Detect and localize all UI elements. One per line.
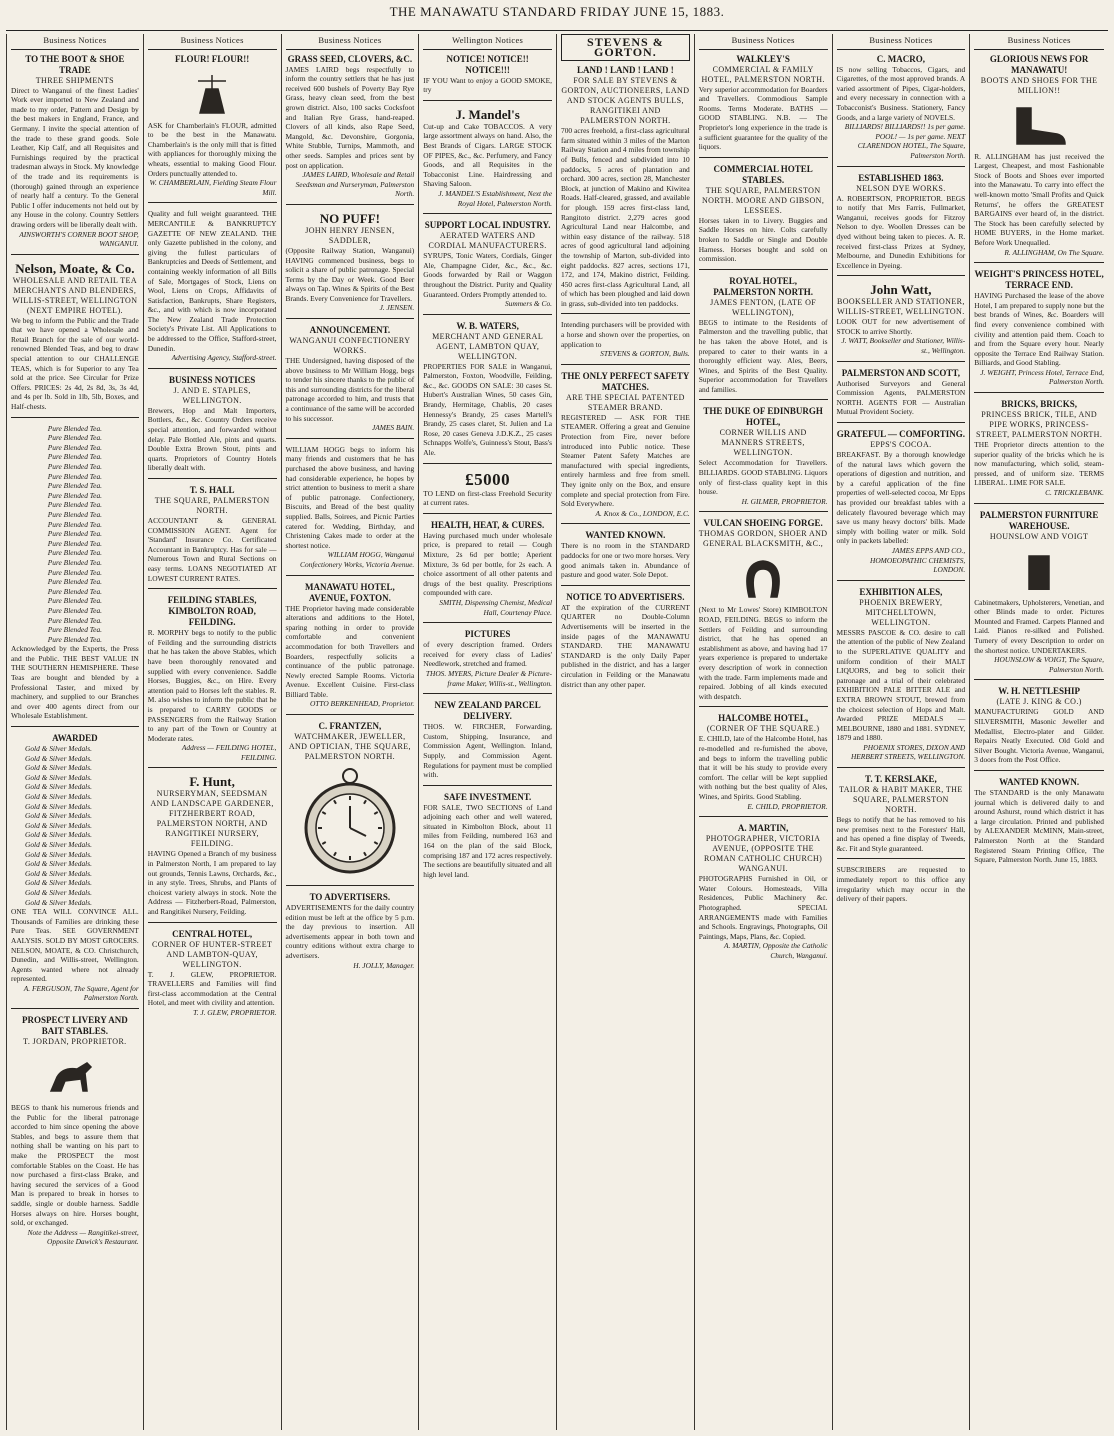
advertisement xyxy=(837,774,966,859)
list-item: Gold & Silver Medals. xyxy=(25,753,92,763)
ad-body: ONE TEA WILL CONVINCE ALL. Thousands of Families are drinking these Pure Teas. SEE GOVERNMENT AALYSIS. SOLD BY MOST GROCERS. NELSON, MOATE, & CO. Christchurch, Dunedin, and Willis-street, Wellington. Agents wanted where not already represented. xyxy=(11,907,139,984)
advertisement xyxy=(974,399,1104,504)
ad-title: LAND ! LAND ! LAND ! xyxy=(577,65,674,76)
list-item: Pure Blended Tea. xyxy=(47,500,102,510)
ad-title: MANAWATU HOTEL, AVENUE, FOXTON. xyxy=(304,581,395,603)
list-item: Gold & Silver Medals. xyxy=(25,763,92,773)
ad-title: C. FRANTZEN, xyxy=(318,721,382,732)
ad-body: T. J. GLEW, PROPRIETOR. TRAVELLERS and Families will find first-class accommodation at the Central Hotel, and meet with civility and attention. xyxy=(147,969,277,1008)
advertisement xyxy=(148,774,277,922)
ad-body: R. ALLINGHAM has just received the Largest, Cheapest, and most Fashionable Stock of Boots and Shoes ever imported into the Manawatu. To carry into effect the well-known motto 'Small Profits and Quick Returns', he offers the GREATEST BARGAINS ever heard of, in the district. The Stock has been carefully selected by HOME BUYERS, in the Home market. Before Work Unequalled. xyxy=(974,151,1104,247)
ad-title: CENTRAL HOTEL, xyxy=(172,928,253,939)
ad-body: THE Proprietor having made considerable alterations and additions to the Hotel, sparing nothing in order to provide comfortable and convenient accommodation for both Travellers and Boarders, respectfully solicits a continuance of the public patronage. Newly erected Sample Rooms. Victoria Avenue. Excellent Cuisine. First-class Billiard Table. xyxy=(285,603,415,699)
advertisement xyxy=(837,865,966,908)
ad-subtitle: COMMERCIAL & FAMILY HOTEL, PALMERSTON NORTH. xyxy=(701,64,825,84)
advertisement xyxy=(423,107,552,214)
advertisement xyxy=(974,510,1104,681)
advertisement xyxy=(561,371,690,525)
ad-body: E. CHILD, late of the Halcombe Hotel, has re-modelled and re-furnished the above, and begs to inform the travelling public that it will be his study to provide every comfort. The cellar will be kept supplied with nothing but the best quality of Ales, Wines, and Spirits. Good Stabling. xyxy=(698,734,828,801)
ad-title: SAFE INVESTMENT. xyxy=(443,791,532,802)
ad-signature: W. CHAMBERLAIN, Fielding Steam Flour Mill. xyxy=(149,178,277,197)
ad-subtitle: CORNER OF HUNTER-STREET AND LAMBTON-QUAY, WELLINGTON. xyxy=(151,939,273,969)
advertisement xyxy=(837,368,966,423)
horse-illustration xyxy=(43,1051,107,1099)
ad-title: NEW ZEALAND PARCEL DELIVERY. xyxy=(434,700,541,722)
column-header: Business Notices xyxy=(974,34,1104,50)
ad-signature: H. JOLLY, Manager. xyxy=(353,960,415,970)
list-item: Pure Blended Tea. xyxy=(47,481,102,491)
ad-body: A. ROBERTSON, PROPRIETOR. BEGS to notify that Mrs Farris, Fullmarket, Wanganui, receives goods for Fitzroy Nelson to dye. Woollen Dresses can be dyed without being taken to pieces. A. R. received first-class Prizes at Sydney, Melbourne, and Dunedin Exhibitions for Excellence in Dyeing. xyxy=(836,193,966,270)
ad-signature: J. WATT, Bookseller and Stationer, Willis-st., Wellington. xyxy=(841,336,966,356)
ad-subtitle: WANGANUI CONFECTIONERY WORKS. xyxy=(289,336,411,356)
ad-body: ACCOUNTANT & GENERAL COMMISSION AGENT. Agent for 'Standard' Insurance Co. Certificated Accountant in Bankruptcy. Has for sale — Numerous Town and Rural Sections on easy terms. LOANS NEGOTIATED AT LOWEST CURRENT RATES. xyxy=(147,516,277,583)
ad-body: FOR SALE, TWO SECTIONS of Land adjoining each other and well watered, situated in Kimbolton Block, about 11 miles from Feilding, numbered 163 and 164 on the plan of the said Block, comprising 187 and 172 acres respectively. The sections are beautifully situated and all high level land. xyxy=(423,802,552,879)
ad-title: COMMERCIAL HOTEL STABLES. xyxy=(713,163,813,185)
advertisement xyxy=(974,686,1104,771)
ad-signature: Summers & Co. xyxy=(504,299,552,309)
ad-title: BRICKS, BRICKS, xyxy=(1001,399,1078,410)
ad-title: WANTED KNOWN. xyxy=(999,776,1080,787)
advertisement xyxy=(423,520,552,623)
advertisement xyxy=(837,587,966,768)
advertisement xyxy=(423,470,552,514)
ad-title: NOTICE! NOTICE!! NOTICE!!! xyxy=(446,53,529,75)
list-item: Gold & Silver Medals. xyxy=(25,849,92,859)
ad-subtitle: HOUNSLOW AND VOIGT xyxy=(989,531,1089,541)
ad-subtitle: PRINCESS BRICK, TILE, AND PIPE WORKS, PRINCESS-STREET, PALMERSTON NORTH. xyxy=(975,410,1103,440)
ad-subtitle: THE SQUARE, PALMERSTON NORTH. xyxy=(154,496,270,515)
advertisement xyxy=(561,320,690,364)
advertisement xyxy=(699,54,828,158)
ad-title: WALKLEY'S xyxy=(736,53,790,64)
ad-subtitle: FOR SALE BY STEVENS & GORTON, AUCTIONEERS, LAND AND STOCK AGENTS BULLS, RANGITIKEI AND PALMERSTON NORTH. xyxy=(561,76,690,126)
advertisement xyxy=(148,595,277,768)
ad-body: Cabinetmakers, Upholsterers, Venetian, and other Blinds made to order. Pictures Mounted and Framed. Carpets Planned and Laid. Pianos re-silked and Polished. Turnery of every Description to order on the shortest notice. UNDERTAKERS. xyxy=(974,597,1104,655)
ad-signature: SMITH, Dispensing Chemist, Medical Hall, Courtenay Place. xyxy=(439,597,552,617)
ad-title: John Watt, xyxy=(870,282,932,298)
ad-body: HAVING Purchased the lease of the above Hotel, I am prepared to supply none but the best brands of Wines, &c. Boarders will find every convenience combined with civility and attention paid them. Coach to and from the Square every hour. Nearly opposite the Terrace End Railway Station. Billiards, and Good Stabling. xyxy=(974,291,1104,368)
list-item: Gold & Silver Medals. xyxy=(25,801,92,811)
ad-subtitle: THOMAS GORDON, SHOER AND GENERAL BLACKSMITH, &C., xyxy=(698,529,828,549)
column-header: Wellington Notices xyxy=(423,34,552,50)
advertisement xyxy=(286,445,415,576)
ad-title: PALMERSTON FURNITURE WAREHOUSE. xyxy=(979,509,1099,531)
ad-body: R. MORPHY begs to notify to the public of Feilding and the surrounding districts that he has taken the above Stables, which have been thoroughly renovated and supplied with every convenience. Saddle Horses, Buggies, &c., on Hire. Every attention paid to Horses left the stables. R. M. also wishes to inform the public that he is prepared to CARRY GOODS or PASSENGERS from the Railway Station to any part of the Town or Country at Moderate rates. xyxy=(147,628,277,743)
list-item: Pure Blended Tea. xyxy=(47,625,102,635)
advertisement xyxy=(423,700,552,786)
advertisement xyxy=(148,209,277,369)
list-item: Pure Blended Tea. xyxy=(47,529,102,539)
advertisement xyxy=(148,485,277,589)
list-item: Gold & Silver Medals. xyxy=(25,782,92,792)
ad-subtitle: MERCHANT AND GENERAL AGENT, LAMBTON QUAY, WELLINGTON. xyxy=(432,331,544,361)
ad-title: T. S. HALL xyxy=(189,485,235,495)
advertisement xyxy=(837,54,966,167)
advertisement xyxy=(699,276,828,401)
ad-title: ANNOUNCEMENT. xyxy=(309,325,391,336)
advertisement xyxy=(286,211,415,319)
ad-signature: R. ALLINGHAM, On The Square. xyxy=(1004,247,1104,257)
ad-signature: PHOENIX STORES, DIXON AND HERBERT STREETS, WELLINGTON. xyxy=(850,742,966,762)
ad-subtitle: CORNER WILLIS AND MANNERS STREETS, WELLINGTON. xyxy=(719,428,807,458)
advertisement xyxy=(699,823,828,965)
column-header: Business Notices xyxy=(11,34,139,50)
ad-title: WEIGHT'S PRINCESS HOTEL, TERRACE END. xyxy=(974,269,1104,291)
ad-body: Horses taken in to Livery. Buggies and Saddle Horses on hire. Colts carefully broken to Saddle or Single and Double Harness. Horses bought and sold on commission. xyxy=(698,215,828,264)
ad-body: BEGS to thank his numerous friends and the Public for the liberal patronage accorded to him since opening the above Stables, and begs to assure them that nothing shall be wanting on his part to make the PROSPECT the most comfortable Stables on the Coast. He has now purchased a first-class Brake, and having secured the services of a Good Man is prepared to break in horses to saddle, single or double harness. Saddle Horses always on hire. Horses bought, sold, or exchanged. xyxy=(11,1103,139,1228)
ad-body: (Next to Mr Lowes' Store) KIMBOLTON ROAD, FEILDING. BEGS to inform the Settlers of Feilding and surrounding district, that he has opened an establishment as above, and having had 17 years experience is prepared to undertake every description of work in connection with the trade. Farm implements made and repaired. Jobbing of all kinds executed with despatch. xyxy=(698,605,828,701)
ad-subtitle: THREE SHIPMENTS xyxy=(35,75,114,85)
ad-body: of every description framed. Orders received for every class of Ladies' Needlework, stretched and framed. xyxy=(423,640,552,669)
list-item: Pure Blended Tea. xyxy=(47,596,102,606)
ad-body: TO LEND on first-class Freehold Security at current rates. xyxy=(423,488,552,508)
ad-signature: J. MANDEL'S Establishment, Next the Royal Hotel, Palmerston North. xyxy=(438,188,552,208)
ad-body: There is no room in the STANDARD paddocks for one or two more horses. Very good animals taken in. Abundance of pasture and good water. Sole Depot. xyxy=(561,541,690,580)
ad-body: Select Accommodation for Travellers. BILLIARDS. GOOD STABLING. Liquors only of first-class quality kept in this house. xyxy=(698,458,828,497)
advertisement xyxy=(11,261,139,418)
ad-body: AT the expiration of the CURRENT QUARTER no Double-Column Advertisements will be inserted in the inside pages of the MANAWATU STANDARD. THE MANAWATU STANDARD is the only Daily Paper published in the district, and has a larger circulation in Feilding or the Manawatu district than any other paper. xyxy=(561,602,690,689)
ad-title: FLOUR! FLOUR!! xyxy=(175,53,250,64)
columns-container xyxy=(6,34,1108,1430)
ad-title: F. Hunt, xyxy=(189,774,235,790)
list-item: Pure Blended Tea. xyxy=(47,442,102,452)
ad-title: GLORIOUS NEWS FOR MANAWATU! xyxy=(989,53,1089,75)
ad-subtitle: WHOLESALE AND RETAIL TEA MERCHANTS AND BLENDERS, WILLIS-STREET, WELLINGTON (NEXT EMPIRE HOTEL). xyxy=(12,275,138,315)
ad-subtitle: WATCHMAKER, JEWELLER, AND OPTICIAN, THE SQUARE, PALMERSTON NORTH. xyxy=(288,732,411,762)
ad-body: MESSRS PASCOE & CO. desire to call the attention of the public of New Zealand to the SUPERLATIVE QUALITY and uniform condition of their MALT LIQUORS, and beg to solicit their patronage and a trial of their celebrated EXHIBITION PALE BITTER ALE and EXTRA BROWN STOUT, brewed from the choicest selection of Hops and Malt. Awarded PRIZE MEDALS — MELBOURNE, 1880 and 1881. SYDNEY, 1879 and 1880. xyxy=(836,627,966,743)
ad-title: J. Mandel's xyxy=(455,106,520,122)
ad-title: NOTICE TO ADVERTISERS. xyxy=(566,591,685,602)
advertisement xyxy=(974,777,1104,870)
ad-body: Having purchased much under wholesale price, is prepared to retail — Cough Mixture, 2s 6d per bottle; Aperient Mixture, 3s 6d per bottle, for 2s each. A choice assortment of all other patents and drugs of the best quality. Prescriptions compounded with care. xyxy=(423,530,552,598)
list-item: Pure Blended Tea. xyxy=(47,577,102,587)
ad-title: AWARDED xyxy=(52,733,98,744)
ad-title: TO ADVERTISERS. xyxy=(309,892,391,903)
ad-body: Cut-up and Cake TOBACCOS. A very large assortment always on hand. Also, the Best Brands of Cigars. LARGE STOCK OF PIPES, &c., &c. Perfumery, and Fancy Goods, and all Requisites in the Tobacconist Line. Hairdressing and Shaving Saloon. xyxy=(423,121,552,189)
advertisement xyxy=(286,325,415,439)
list-item: Gold & Silver Medals. xyxy=(25,897,92,907)
ad-signature: THOS. MYERS, Picture Dealer & Picture-frame Maker, Willis-st., Wellington. xyxy=(425,668,552,688)
ad-body: MANUFACTURING GOLD AND SILVERSMITH, Masonic Jeweller and Medallist, Electro-plater and Gilder. Repairs Neatly Executed. Old Gold and Silver Bought. Victoria Avenue, Wanganui, 3 doors from the Post Office. xyxy=(974,707,1104,765)
ad-signature: Address — FEILDING HOTEL, FEILDING. xyxy=(181,743,277,762)
ad-subtitle: JOHN HENRY JENSEN, SADDLER, xyxy=(305,225,395,245)
list-item: Pure Blended Tea. xyxy=(47,605,102,615)
ad-title: Nelson, Moate, & Co. xyxy=(15,260,135,276)
ad-subtitle: T. JORDAN, PROPRIETOR. xyxy=(23,1037,127,1047)
ad-signature: BILLIARDS! BILLIARDS!! 1s per game. POOL! — 1s per game. NEXT CLARENDON HOTEL, The Square, Palmerston North. xyxy=(844,122,966,160)
advertisement xyxy=(11,1015,139,1252)
ad-signature: J. WEIGHT, Princess Hotel, Terrace End, Palmerston North. xyxy=(980,367,1104,387)
list-item: Pure Blended Tea. xyxy=(47,634,102,644)
masthead-rule xyxy=(6,30,1108,31)
ad-subtitle: BOOKSELLER AND STATIONER, WILLIS-STREET, WELLINGTON. xyxy=(836,297,965,317)
list-item: Pure Blended Tea. xyxy=(47,548,102,558)
ad-body: SUBSCRIBERS are requested to immediately report to this office any irregularity which may occur in the delivery of their papers. xyxy=(836,865,966,904)
list-item: Gold & Silver Medals. xyxy=(25,792,92,801)
ad-subtitle: NELSON DYE WORKS. xyxy=(856,183,946,193)
chair-illustration xyxy=(1007,546,1071,594)
advertisement xyxy=(837,173,966,277)
ad-subtitle: J. AND E. STAPLES, WELLINGTON. xyxy=(173,385,251,405)
list-item: Pure Blended Tea. xyxy=(47,452,102,462)
ad-title: GRATEFUL — COMFORTING. xyxy=(836,429,966,440)
advertisement xyxy=(699,713,828,817)
list-item: Gold & Silver Medals. xyxy=(25,830,92,840)
ad-body: BREAKFAST. By a thorough knowledge of the natural laws which govern the operations of digestion and nutrition, and by a careful application of the fine properties of well-selected cocoa, Mr Epps has provided our breakfast tables with a delicately flavoured beverage which may save us many heavy doctors' bills. Made simply with boiling water or milk. Sold only in packets labelled: xyxy=(836,450,966,546)
advertisement xyxy=(286,721,415,886)
ad-subtitle: NURSERYMAN, SEEDSMAN AND LANDSCAPE GARDENER, FITZHERBERT ROAD, PALMERSTON NORTH, AND RANGITIKEI NURSERY, FEILDING. xyxy=(150,789,274,849)
list-item: Pure Blended Tea. xyxy=(47,557,102,567)
advertisement xyxy=(561,530,690,585)
column-header: Business Notices xyxy=(837,34,966,50)
advertisement xyxy=(286,54,415,205)
ad-title: HALCOMBE HOTEL, xyxy=(718,713,809,724)
ad-subtitle: PHOENIX BREWERY, MITCHELLTOWN, WELLINGTON. xyxy=(859,597,943,627)
ad-subtitle: AERATED WATERS AND CORDIAL MANUFACTURERS. xyxy=(428,231,547,251)
horseshoe-illustration xyxy=(731,553,795,601)
column-5 xyxy=(557,34,695,1430)
ad-body: 700 acres freehold, a first-class agricultural farm situated within 3 miles of the Marton Railway Station and 4 miles from township of Bulls, fenced and subdivided into 10 paddocks, 5 acres of plantation and orchard. 300 acres, section 28, Manchester Block, at junction of Makino and Kiwitea Roads. Half-cleared, grassed, and available for plough. 159 acres first-class land, Rangitoto district. 2,279 acres good Agricultural Land near Halcombe, and within easy distance of the railway. 518 acres of good agricultural land adjoining the township of Marton, sub-divided into eight paddocks. 827 acres, sections 171, 172, and 174, Makino district, Feilding. 450 acres first-class Agricultural Land, all of which has been ploughed and laid down in grass, sub-divided into ten paddocks. xyxy=(561,126,690,308)
boot-illustration xyxy=(1007,100,1071,148)
ad-title: £5000 xyxy=(465,469,511,489)
column-header: Business Notices xyxy=(148,34,277,50)
ad-title: HEALTH, HEAT, & CURES. xyxy=(430,519,545,530)
ad-title: W. H. NETTLESHIP xyxy=(998,686,1080,697)
ad-body: ADVERTISEMENTS for the daily country edition must be left at the office by 5 p.m. the day previous to insertion. All advertisements appear in both town and country editions without extra charge to advertisers. xyxy=(285,903,415,961)
ad-body: Intending purchasers will be provided with a horse and shown over the properties, on application to xyxy=(561,320,690,349)
ad-body: JAMES LAIRD begs respectfully to inform the country settlers that he has just received 600 bushels of Poverty Bay Rye Grass, heavy clean seed, from the best grown district. Also, 100 sacks Cocksfoot and Italian Rye Grass, hand-reaped. Clovers of all kinds, also Rape Seed, Mangold, &c. Devonshire, Gorgonia, White Stubble, Turnips, Mammoth, and other seeds. Samples and prices sent by post on application. xyxy=(285,64,415,170)
column-header: Business Notices xyxy=(286,34,415,50)
advertisement xyxy=(699,406,828,512)
ad-body: We beg to inform the Public and the Trade that we have opened a Wholesale and Retail Branch for the sale of our world-renowned Blended Teas, and beg to draw special attention to our CHALLENGE TEAS, which is for Superior to any Tea sold at the price. See Circular for Prize Offers. PRICES: 2s 4d, 2s 8d, 3s, 3s 4d, and 4s per lb. Sold in 1lb, 5lb, Boxes, and Half-chests. xyxy=(11,315,139,412)
column-header: Business Notices xyxy=(699,34,828,50)
ad-body: Quality and full weight guaranteed. THE MERCANTILE & BANKRUPTCY GAZETTE OF NEW ZEALAND. THE only Gazette published in the colony, and giving the fullest particulars of Bankruptcies and Deeds of Settlement, and containing weekly information of all Bills of Sale, Mortgages of Stock, Liens on Wool, Liens on Crops, Affidavits of Satisfaction, Bankrupts, Share Registers, &c., and with which is now incorporated The New Zealand Trade Protection Society's Private List. All Applications to be addressed to the Office, Stafford-street, Dunedin. xyxy=(147,209,277,353)
ad-subtitle: (LATE J. KING & CO.) xyxy=(996,697,1082,707)
advertisement xyxy=(11,54,139,255)
list-item: Gold & Silver Medals. xyxy=(25,820,92,830)
ad-title: SUPPORT LOCAL INDUSTRY. xyxy=(424,220,551,231)
ad-signature: T. J. GLEW, PROPRIETOR. xyxy=(193,1008,277,1017)
list-item: Pure Blended Tea. xyxy=(47,433,102,443)
column-6 xyxy=(695,34,833,1430)
ad-body: REGISTERED — ASK FOR THE STEAMER. Offering a great and Genuine Protection from Fire, never before introduced into Public notice. These Steamer Patent Safety Matches are manufactured with special ingredients, entirely harmless and free from smell. They ignite only on the Box, and ensure complete and special protection from Fire. Sold Everywhere. xyxy=(561,412,690,509)
ad-subtitle: JAMES FENTON, (LATE OF WELLINGTON), xyxy=(710,297,817,317)
ad-title: ESTABLISHED 1863. xyxy=(858,172,944,183)
ad-signature: JAMES BAIN. xyxy=(371,423,415,433)
advertisement xyxy=(561,65,690,314)
ad-body: LOOK OUT for new advertisement of STOCK to arrive Shortly. xyxy=(836,317,966,336)
pocket-watch-illustration xyxy=(302,766,398,876)
ad-title: EXHIBITION ALES, xyxy=(859,586,943,597)
list-item: Gold & Silver Medals. xyxy=(25,744,92,754)
list-item: Pure Blended Tea. xyxy=(47,615,102,625)
list-item: Pure Blended Tea. xyxy=(47,423,102,433)
ad-signature: A. Knox & Co., LONDON, E.C. xyxy=(595,508,690,518)
ad-title: FEILDING STABLES, KIMBOLTON ROAD, FEILDING. xyxy=(167,595,257,628)
advertisement xyxy=(423,321,552,464)
ad-title: A. MARTIN, xyxy=(737,823,789,834)
column-2 xyxy=(144,34,282,1430)
list-item: Pure Blended Tea. xyxy=(47,509,102,519)
ad-title: C. MACRO, xyxy=(876,53,925,64)
list-item: Pure Blended Tea. xyxy=(47,586,102,596)
ad-body: THE Proprietor directs attention to the superior quality of the bricks which he is now manufacturing, which solid, steam-pressed, and of uniform size. TERMS LIBERAL. LIME FOR SALE. xyxy=(974,440,1104,488)
ad-subtitle: PHOTOGRAPHER, VICTORIA AVENUE, (OPPOSITE THE ROMAN CATHOLIC CHURCH) WANGANUI. xyxy=(704,834,823,874)
ad-body: Direct to Wanganui of the finest Ladies' Work ever imported to New Zealand and made to my order, Pattern and Design by the best makers in England, France, and Germany. I invite the special attention of the trade to these grand goods. Sole Leather, Kip Calf, and all Requisites and Furnishings required by the practical tradesman always in Stock. My knowledge of the trade and its requirements is (thorough) gained through an experience of nearly half a century. To the General Public I offer inducements not held out by any House in the colony. Country Settlers drawing orders will be liberally dealt with. xyxy=(11,85,139,229)
ad-title: PALMERSTON AND SCOTT, xyxy=(841,367,961,378)
ad-body: PHOTOGRAPHS Furnished in Oil, or Water Colours. Homesteads, Villa Residences, Public Machinery &c. Photographed. SPECIAL ARRANGEMENTS made with Families and Schools. Engravings, Photographs, Oil Paintings, Maps, Plans, &c. Copied. xyxy=(698,874,828,941)
advertisement xyxy=(423,220,552,315)
ad-title: BUSINESS NOTICES xyxy=(168,374,256,385)
list-item: Gold & Silver Medals. xyxy=(25,887,92,897)
list-item: Pure Blended Tea. xyxy=(47,538,102,548)
flour-mill-illustration xyxy=(180,69,244,117)
ad-signature: OTTO BERKENHEAD, Proprietor. xyxy=(309,699,415,709)
advertisement xyxy=(699,164,828,270)
ad-title: THE ONLY PERFECT SAFETY MATCHES. xyxy=(561,370,690,392)
column-3 xyxy=(282,34,420,1430)
advertisement xyxy=(974,269,1104,393)
ad-body: SYRUPS, Tonic Waters, Cordials, Ginger Ale, Champagne Cider, &c., &c., &c. Goods forwarded by Rail or Waggon throughout the District. Purity and Quality Guaranteed. Orders Promptly attended to. xyxy=(423,251,552,299)
list-item: Gold & Silver Medals. xyxy=(25,859,92,869)
ad-body: PROPERTIES FOR SALE in Wanganui, Palmerston, Foxton, Woodville, Feilding, &c., &c. GOODS ON SALE: 30 cases St. Hubert's Australian Wines, 50 cases Gin, Brandy, Hermitage, Chablis, 20 cases Hennessy's Brandy, 25 cases Martell's Brandy, 25 cases claret, St. Julien and La Rose, 20 cases Geneva J.D.K.Z., 25 cases Schnapps Wolfe's, Guinness's Stout, Bass's Ale. xyxy=(423,361,552,458)
advertisement xyxy=(423,792,552,885)
advertisement xyxy=(148,54,277,204)
list-item: Gold & Silver Medals. xyxy=(25,772,92,782)
ad-title: VULCAN SHOEING FORGE. xyxy=(703,518,823,529)
ad-body: THOS. W. FIRCHER, Forwarding, Custom, Shipping, Insurance, and Commission Agent, Wellington. Inland, Supply, and Commission Agent. Regulations for payment must be complied with. xyxy=(423,722,552,780)
ad-signature: H. GILMER, PROPRIETOR. xyxy=(741,496,828,506)
ad-body: HAVING Opened a Branch of my business in Palmerston North, I am prepared to lay out grounds, Tennis Lawns, Orchards, &c., in any style. Trees, Shrubs, and Plants of choicest variety always in stock. Note the Address — Fitzherbert-Road, Palmerston, and Rangitikei Nursery, Feilding. xyxy=(147,849,277,917)
masthead: THE MANAWATU STANDARD FRIDAY JUNE 15, 1883. xyxy=(389,4,725,19)
ad-list xyxy=(11,424,139,645)
ad-body: Brewers, Hop and Malt Importers, Bottlers, &c., &c. Country Orders receive special attention, and forwarded without delay. Pale Bottled Ale, pints and quarts. Double Extra Brown Stout, pints and quarts. Proprietors of Country Hotels liberally dealt with. xyxy=(147,405,277,473)
ad-title: T. T. KERSLAKE, xyxy=(864,774,937,785)
ad-signature: J. JENSEN. xyxy=(379,303,415,313)
list-item: Pure Blended Tea. xyxy=(47,567,102,577)
ad-signature: A. MARTIN, Opposite the Catholic Church, Wanganui. xyxy=(724,941,828,960)
ad-title: ROYAL HOTEL, PALMERSTON NORTH. xyxy=(713,275,814,297)
advertisement xyxy=(11,424,139,727)
list-item: Pure Blended Tea. xyxy=(47,462,102,471)
ad-signature: Advertising Agency, Stafford-street. xyxy=(171,353,277,363)
ad-title: PICTURES xyxy=(464,629,511,640)
advertisement xyxy=(423,629,552,694)
advertisement xyxy=(423,54,552,101)
list-item: Pure Blended Tea. xyxy=(47,471,102,481)
ad-subtitle: TAILOR & HABIT MAKER, THE SQUARE, PALMERSTON NORTH. xyxy=(839,785,963,815)
list-item: Gold & Silver Medals. xyxy=(25,868,92,878)
ad-subtitle: ARE THE SPECIAL PATENTED STEAMER BRAND. xyxy=(565,392,685,412)
list-item: Gold & Silver Medals. xyxy=(25,878,92,888)
ad-signature: JAMES LAIRD, Wholesale and Retail Seedsman and Nurseryman, Palmerston North. xyxy=(295,170,415,199)
advertisement xyxy=(286,582,415,716)
list-item: Pure Blended Tea. xyxy=(47,490,102,500)
list-item: Pure Blended Tea. xyxy=(47,519,102,529)
ad-body: Authorised Surveyors and General Commission Agents, PALMERSTON NORTH. AGENTS FOR — Australian Mutual Provident Society. xyxy=(836,378,966,417)
advertisement xyxy=(11,733,139,1009)
ad-body: (Opposite Railway Station, Wanganui) HAVING commenced business, begs to solicit a share of public patronage. Special Terms by the Day or Week. Good Beer always on Tap. Wines & Spirits of the Best Brands. Every Convenience for Travellers. xyxy=(285,245,415,303)
list-item: Gold & Silver Medals. xyxy=(25,811,92,821)
ad-title: W. B. WATERS, xyxy=(456,320,519,331)
ad-body: ASK for Chamberlain's FLOUR, admitted to be the best in the Manawatu. Chamberlain's is the only mill that is fitted with appliances for thoroughly mixing the wheats, essential to making Good Flour. Orders punctually attended to. xyxy=(147,120,277,178)
ad-body: The STANDARD is the only Manawatu journal which is delivered daily to and around Ashurst, round which district it has a large circulation. Printed and published by ALEXANDER McMINN, Main-street, Palmerston North at the Standard Registered Steam Printing Office, The Square, Palmerston North. June 15, 1883. xyxy=(974,787,1104,865)
ad-signature: AINSWORTH'S CORNER BOOT SHOP, WANGANUI. xyxy=(19,229,139,249)
ad-signature: HOUNSLOW & VOIGT, The Square, Palmerston North. xyxy=(994,655,1104,674)
ad-body: BEGS to intimate to the Residents of Palmerston and the travelling public, that he has taken the above Hotel, and is prepared to cater to their wants in a thoroughly efficient way. Ales, Beers, Wines, and Spirits of the Best Quality. Superior accommodation for Travellers and families. xyxy=(698,317,828,394)
column-7 xyxy=(833,34,971,1430)
column-4 xyxy=(419,34,557,1430)
ad-signature: WILLIAM HOGG, Wanganui Confectionery Works, Victoria Avenue. xyxy=(300,550,415,569)
advertisement xyxy=(148,929,277,1023)
ad-signature: A. FERGUSON, The Square, Agent for Palmerston North. xyxy=(23,983,139,1003)
ad-title: WANTED KNOWN. xyxy=(585,530,666,541)
ad-title: THE DUKE OF EDINBURGH HOTEL, xyxy=(703,406,823,428)
ad-title: NO PUFF! xyxy=(319,210,381,226)
advertisement xyxy=(148,375,277,479)
ad-signature: Note the Address — Rangitikei-street, Opposite Dawick's Restaurant. xyxy=(27,1227,139,1247)
ad-body: THE Undersigned, having disposed of the above business to Mr William Hogg, begs to tender his sincere thanks to the public of this and surrounding districts for the liberal patronage accorded to him, and trusts that a continuance of the same will be accorded to his successor. xyxy=(285,356,415,423)
column-header: STEVENS & GORTON. xyxy=(561,34,690,61)
ad-subtitle: THE SQUARE, PALMERSTON NORTH. MOORE AND GIBSON, LESSEES. xyxy=(702,185,825,215)
advertisement xyxy=(561,592,690,694)
ad-subtitle: EPPS'S COCOA. xyxy=(870,440,932,450)
ad-subtitle: BOOTS AND SHOES FOR THE MILLION!! xyxy=(980,75,1098,95)
ad-signature: JAMES EPPS AND CO., HOMOEOPATHIC CHEMISTS, LONDON. xyxy=(869,545,966,575)
ad-signature: E. CHILD, PROPRIETOR. xyxy=(747,801,828,811)
ad-subtitle: (CORNER OF THE SQUARE.) xyxy=(706,724,820,734)
ad-body: IF YOU Want to enjoy a GOOD SMOKE, try xyxy=(423,75,552,95)
ad-title: GRASS SEED, CLOVERS, &C. xyxy=(287,53,413,64)
advertisement xyxy=(286,892,415,975)
advertisement xyxy=(837,429,966,581)
column-8 xyxy=(970,34,1108,1430)
advertisement xyxy=(699,518,828,707)
ad-body: Begs to notify that he has removed to his new premises next to the Foresters' Hall, and has opened a fine display of Tweeds, &c. Fit and Style guaranteed. xyxy=(836,815,966,853)
ad-title: TO THE BOOT & SHOE TRADE xyxy=(25,53,125,75)
advertisement xyxy=(974,54,1104,264)
ad-body: Very superior accommodation for Boarders and Travellers. Commodious Sample Rooms. Terms Moderate. BATHS — GOOD STABLING. N.B. — The Proprietor's long experience in the trade is a sufficient guarantee for the quality of the liquors. xyxy=(698,84,828,152)
ad-body: Acknowledged by the Experts, the Press and the Public. THE BEST VALUE IN THE SOUTHERN HEMISPHERE. These Teas are bought and blended by a Professional Taster, and mixed by machinery, and supplied to our Branches and over 400 agents direct from our Wholesale Establishment. xyxy=(11,644,139,721)
ad-title: PROSPECT LIVERY AND BAIT STABLES. xyxy=(22,1015,128,1037)
column-1 xyxy=(6,34,144,1430)
ad-body: IS now selling Tobaccos, Cigars, and Cigarettes, of the most approved brands. A varied assortment of Pipes, Cigar-holders, and every necessary in connection with a Tobacconist's Business. Stationery, Fancy Goods, and a large variety of NOVELS. xyxy=(836,64,966,122)
ad-signature: STEVENS & GORTON, Bulls. xyxy=(600,349,690,359)
ad-signature: C. TRICKLEBANK. xyxy=(1045,488,1104,498)
advertisement xyxy=(837,282,966,361)
medals-list xyxy=(11,744,139,907)
list-item: Gold & Silver Medals. xyxy=(25,839,92,849)
ad-body: WILLIAM HOGG begs to inform his many friends and customers that he has purchased the above business, and having had considerable experience, he hopes by strict attention to business to merit a share of public patronage. Confectionery, Biscuits, and Bread of the best quality supplied. Balls, Soirees, and Picnic Parties catered for. Wedding, Birthday, and Christening Cakes made to order at the shortest notice. xyxy=(285,444,415,550)
